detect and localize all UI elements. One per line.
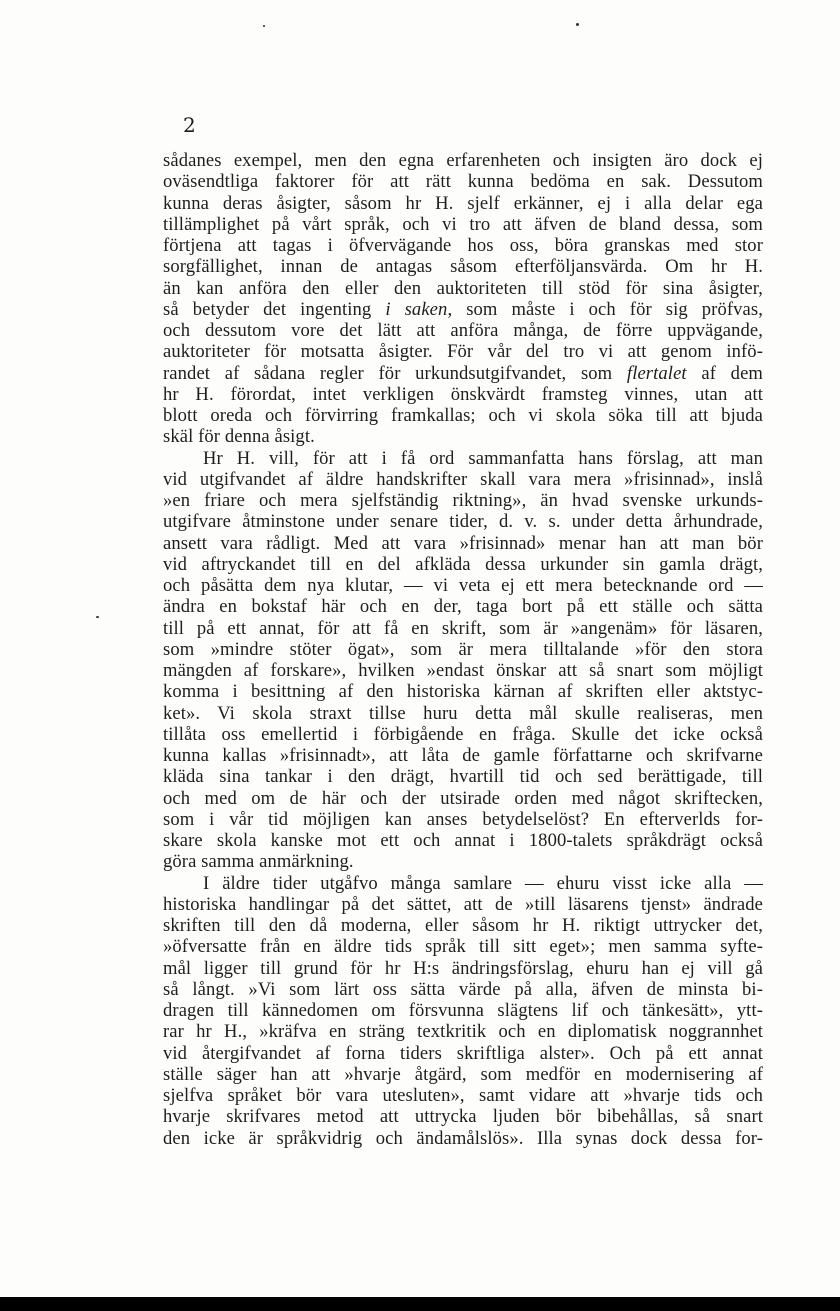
text-line: så långt. »Vi som lärt oss sätta värde på alla, äfven de minsta bi- bbox=[163, 978, 763, 1000]
text-line: förtjena att tagas i öfvervägande hos oss, böra granskas med stor bbox=[163, 235, 763, 256]
text-line: dragen till kännedomen om försvunna slägtens lif och tänkesätt», ytt- bbox=[163, 1000, 763, 1021]
emphasis: flertalet bbox=[626, 362, 687, 384]
text-line: som i vår tid möjligen kan anses betydelselöst? En efterverlds for- bbox=[163, 808, 763, 830]
text-line: historiska handlingar på det sättet, att de »till läsarens tjenst» ändrade bbox=[163, 893, 763, 915]
text-line: sjelfva språket bör vara utesluten», samt vidare att »hvarje tids och bbox=[163, 1085, 763, 1106]
text-line: utgifvare åtminstone under senare tider, d. v. s. under detta århundrade, bbox=[163, 511, 763, 533]
text-line: auktoriteter för motsatta åsigter. För vår del tro vi att genom infö- bbox=[163, 341, 763, 363]
text-line: vid återgifvandet af forna tiders skriftliga alster». Och på ett annat bbox=[163, 1042, 763, 1064]
text-line: skare skola kanske mot ett och annat i 1800-talets språkdrägt också bbox=[163, 830, 763, 851]
text-line: som »mindre stöter ögat», som är mera tilltalande »för den stora bbox=[163, 638, 763, 660]
text-line: ändra en bokstaf här och en der, taga bort på ett ställe och sätta bbox=[163, 596, 763, 618]
text-line: tillämplighet på vårt språk, och vi tro att äfven de bland dessa, som bbox=[163, 213, 763, 235]
text-line: skriften till den då moderna, eller såsom hr H. riktigt uttrycker det, bbox=[163, 915, 763, 936]
text-line: skäl för denna åsigt. bbox=[163, 426, 315, 448]
text-line: göra samma anmärkning. bbox=[163, 851, 354, 873]
text-line: så betyder det ingenting i saken, som måste i och för sig pröfvas, bbox=[163, 298, 763, 320]
text-line: tillåta oss emellertid i förbigående en fråga. Skulle det icke också bbox=[163, 723, 763, 745]
text-line: vid utgifvandet af äldre handskrifter skall vara mera »frisinnad», inslå bbox=[163, 468, 763, 490]
text-line: och påsätta dem nya klutar, — vi veta ej ett mera betecknande ord — bbox=[163, 575, 763, 596]
text-line: komma i besittning af den historiska kärnan af skriften eller aktstyc- bbox=[163, 681, 763, 703]
text-line: kunna kallas »frisinnadt», att låta de gamle författarne och skrifvarne bbox=[163, 745, 763, 766]
text-line: den icke är språkvidrig och ändamålslös». Illa synas dock dessa for- bbox=[163, 1127, 763, 1149]
text-line: än kan anföra den eller den auktoriteten till stöd för sina åsigter, bbox=[163, 277, 763, 299]
text-line: »öfversatte från en äldre tids språk till sitt eget»; men samma syfte- bbox=[163, 936, 763, 958]
text-line: rar hr H., »kräfva en sträng textkritik och en diplomatisk noggrannhet bbox=[163, 1021, 763, 1043]
text-line: ket». Vi skola straxt tillse huru detta mål skulle realiseras, men bbox=[163, 702, 763, 724]
text-line: mål ligger till grund för hr H:s ändringsförslag, ehuru han ej vill gå bbox=[163, 957, 763, 979]
text-line: kunna deras åsigter, såsom hr H. sjelf erkänner, ej i alla delar ega bbox=[163, 192, 763, 214]
text-line: randet af sådana regler för urkundsutgifvandet, som flertalet af dem bbox=[163, 362, 763, 384]
text-line: sorgfällighet, innan de antagas såsom efterföljansvärda. Om hr H. bbox=[163, 256, 763, 278]
emphasis: i saken bbox=[385, 298, 448, 320]
text-line: blott oreda och förvirring framkallas; och vi skola söka till att bjuda bbox=[163, 405, 763, 426]
text-line: hr H. förordat, intet verkligen önskvärdt framsteg vinnes, utan att bbox=[163, 383, 763, 405]
page-number: 2 bbox=[183, 113, 196, 137]
ink-speck bbox=[576, 23, 579, 26]
text-line: I äldre tider utgåfvo många samlare — ehuru visst icke alla — bbox=[203, 872, 763, 894]
text-line: vid aftryckandet till en del afkläda dessa urkunder sin gamla drägt, bbox=[163, 553, 763, 575]
text-line: »en friare och mera sjelfständig riktning», än hvad svenske urkunds- bbox=[163, 490, 763, 511]
body-text bbox=[163, 150, 763, 1149]
text-line: ansett vara rådligt. Med att vara »frisinnad» menar han att man bör bbox=[163, 532, 763, 554]
text-line: kläda sina tankar i den drägt, hvartill tid och sed berättigade, till bbox=[163, 766, 763, 788]
ink-speck bbox=[96, 616, 99, 618]
scan-bottom-edge bbox=[0, 1297, 840, 1311]
text-line: ställe säger han att »hvarje åtgärd, som medför en modernisering af bbox=[163, 1063, 763, 1085]
text-line: och dessutom vore det lätt att anföra många, de förre uppvägande, bbox=[163, 320, 763, 341]
text-line: oväsendtliga faktorer för att rätt kunna bedöma en sak. Dessutom bbox=[163, 171, 763, 193]
text-line: mängden af forskare», hvilken »endast önskar att så snart som möjligt bbox=[163, 660, 763, 681]
text-line: Hr H. vill, för att i få ord sammanfatta hans förslag, att man bbox=[203, 447, 763, 469]
ink-speck bbox=[263, 25, 265, 27]
text-line: och med om de här och der utsirade orden med något skriftecken, bbox=[163, 787, 763, 809]
text-line: sådanes exempel, men den egna erfarenheten och insigten äro dock ej bbox=[163, 150, 763, 171]
text-line: hvarje skrifvares metod att uttrycka ljuden bör bibehållas, så snart bbox=[163, 1106, 763, 1128]
text-line: till på ett annat, för att få en skrift, som är »angenäm» för läsaren, bbox=[163, 617, 763, 639]
